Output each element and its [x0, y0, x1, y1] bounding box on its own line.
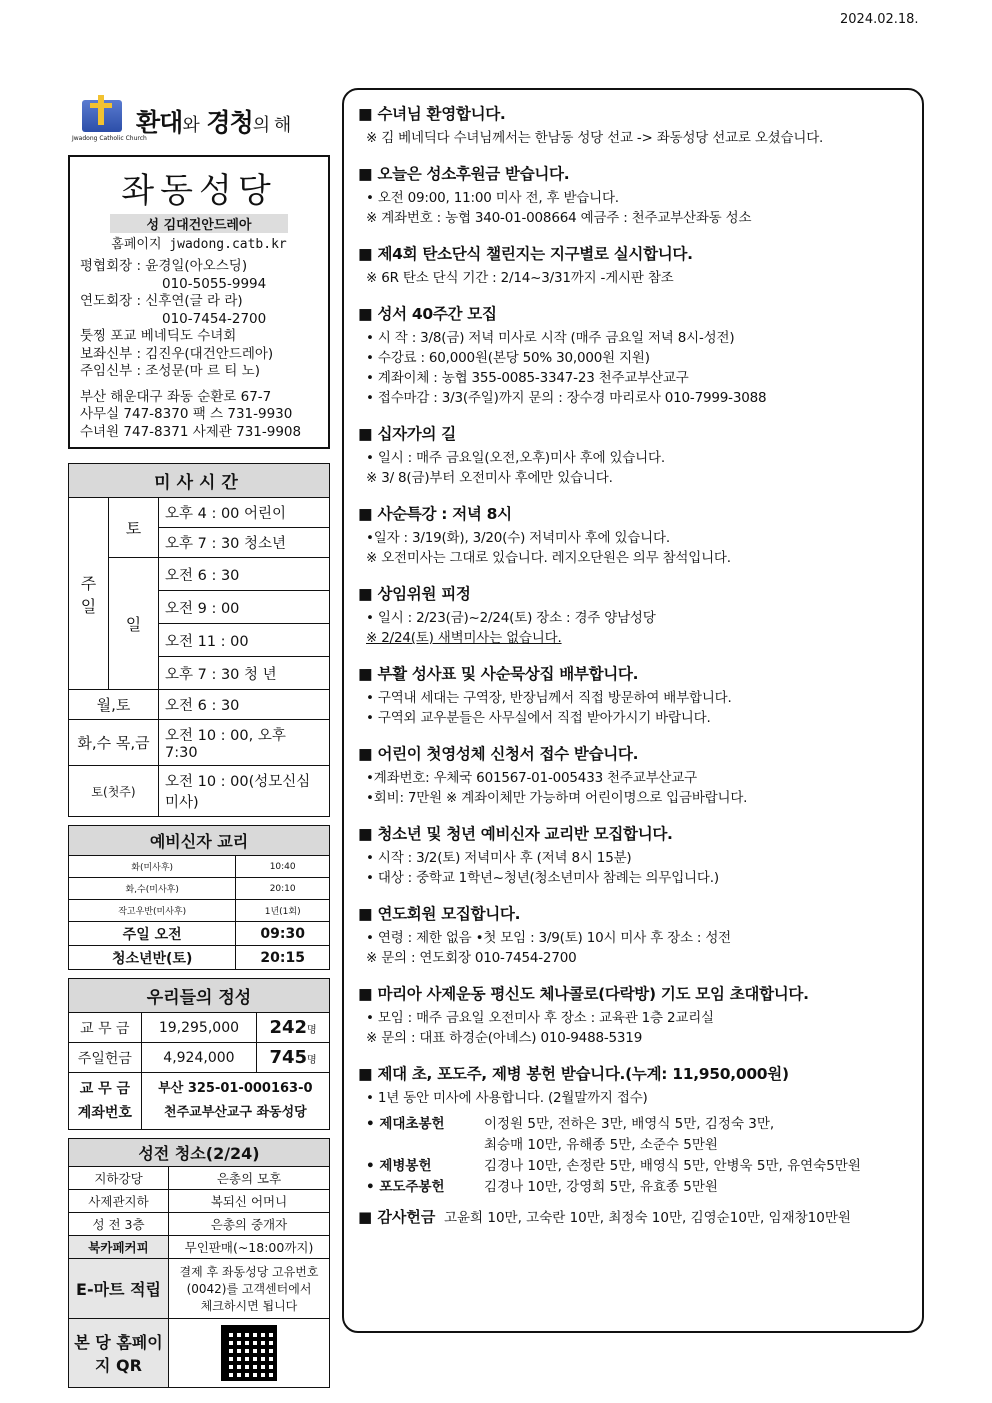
notice-section	[358, 982, 908, 1048]
notice-title: ■ 청소년 및 청년 예비신자 교리반 모집합니다.	[358, 825, 673, 843]
sunday-day-label: 일	[109, 558, 159, 690]
notice-line: • 구역내 세대는 구역장, 반장님께서 직접 방문하여 배부합니다.	[366, 690, 732, 706]
notice-title: ■ 상임위원 피정	[358, 585, 471, 603]
notice-line: ※ 계좌번호 : 농협 340-01-008664 예금주 : 천주교부산좌동 성소	[366, 210, 752, 226]
notice-section	[358, 302, 908, 408]
notice-section	[358, 662, 908, 728]
left-column	[68, 95, 330, 1388]
mass-title: 미사시간	[69, 464, 330, 498]
notice-section	[358, 242, 908, 288]
notice-title: ■ 십자가의 길	[358, 425, 456, 443]
sunday-label: 주일	[69, 498, 109, 690]
notice-section	[358, 742, 908, 808]
notice-line: • 구역외 교우분들은 사무실에서 직접 받아가시기 바랍니다.	[366, 710, 711, 726]
notice-line: • 연령 : 제한 없음 •첫 모임 : 3/9(토) 10시 미사 후 장소 : 성전	[366, 930, 732, 946]
motto-text: 환대와 경청의 해	[136, 108, 291, 137]
notices-panel	[342, 88, 924, 1333]
offering-table: 우리들의 정성 교 무 금 19,295,000 242명 주일헌금 4,924,000 745명 교 무 금 계좌번호 부산 325-01-000163-0 천주교부산교구 좌동성당	[68, 978, 330, 1130]
notice-line: • 일시 : 2/23(금)~2/24(토) 장소 : 경주 양남성당	[366, 610, 656, 626]
notice-line: • 접수마감 : 3/3(주일)까지 문의 : 장수경 마리로사 010-7999-3088	[366, 390, 767, 406]
homepage-url[interactable]: 홈페이지 jwadong.catb.kr	[111, 237, 287, 252]
notice-line: • 대상 : 중학교 1학년~청년(청소년미사 참례는 의무입니다.)	[366, 870, 719, 886]
notice-section	[358, 102, 908, 148]
patron-saint: 성 김대건안드레아	[110, 214, 288, 233]
notice-line: ※ 김 베네딕다 수녀님께서는 한남동 성당 선교 -> 좌동성당 선교로 오셨습니다.	[366, 130, 824, 146]
notice-line: •회비: 7만원 ※ 계좌이체만 가능하며 어린이명으로 입금바랍니다.	[366, 790, 748, 806]
notice-section	[358, 822, 908, 888]
notice-section	[358, 582, 908, 648]
church-address: 부산 해운대구 좌동 순환로 67-7 사무실 747-8370 팩 스 731-9930 수녀원 747-8371 사제관 731-9908	[80, 388, 302, 440]
notice-section	[358, 502, 908, 568]
notice-title: ■ 수녀님 환영합니다.	[358, 105, 506, 123]
saturday-label: 토	[109, 498, 159, 558]
notice-title: ■ 오늘은 성소후원금 받습니다.	[358, 165, 570, 183]
church-name: 좌동성당	[121, 171, 277, 211]
mass-schedule-table: 미사시간 주일 토 오후 4 : 00 어린이 오후 7 : 30 청소년 일 오전 6 : 30 오전 9 : 00 오전 11 : 00 오후 7 : 30 청 년 월,토 오전 6 : 30 화,수 목,금 오전 10 : 00, 오후 7:30 토(첫주) 오전 10 : 00(성모신심미사)	[68, 463, 330, 817]
notice-title: ■ 연도회원 모집합니다.	[358, 905, 521, 923]
staff-list: 평협회장 : 윤경일(아오스딩) 010-5055-9994 연도회장 : 신후연(글 라 라) 010-7454-2700 툿찡 포교 베네딕도 수녀회 보좌신부 : 김진우(대건안드레아) 주임신부 : 조성문(마 르 티 노)	[80, 258, 274, 379]
qr-code-icon[interactable]	[221, 1325, 277, 1381]
donation-section: ■ 제대 초, 포도주, 제병 봉헌 받습니다.(누계: 11,950,000원) • 1년 동안 미사에 사용합니다. (2월말까지 접수) • 제대초봉헌 이정원 5만, 전하은 3만, 배영식 5만, 김정숙 3만, 최승매 10만, 유해종 5만, 소준수 5만원 • 제병봉헌 김경나 10만, 손정란 5만, 배영식 5만, 안병욱 5만, 유연숙5만원 • 포도주봉헌 김경나 10만, 강영희 5만, 유효종 5만원 ■ 감사헌금 고윤희 10만, 고숙란 10만, 최정숙 10만, 김영순10만, 임재창10만원	[358, 1065, 861, 1226]
notice-title: ■ 성서 40주간 모집	[358, 305, 497, 323]
notice-line: • 수강료 : 60,000원(본당 50% 30,000원 지원)	[366, 350, 650, 366]
notice-title: ■ 마리아 사제운동 평신도 체나콜로(다락방) 기도 모임 초대합니다.	[358, 985, 809, 1003]
notice-line: ※ 6R 탄소 단식 기간 : 2/14~3/31까지 -게시판 참조	[366, 270, 674, 286]
notice-section	[358, 422, 908, 488]
cleaning-table: 성전 청소(2/24) 지하강당 은총의 모후 사제관지하 복되신 어머니 성 전 3층 은총의 중개자 북카페커피 무인판매(~18:00까지) E-마트 적립 결제 후 좌동성당 고유번호(0042)를 고객센터에서 체크하시면 됩니다 본 당 홈페이지 QR	[68, 1138, 330, 1388]
notice-title: ■ 어린이 첫영성체 신청서 접수 받습니다.	[358, 745, 639, 763]
notice-title: ■ 부활 성사표 및 사순묵상집 배부합니다.	[358, 665, 639, 683]
notice-section	[358, 162, 908, 228]
church-info-box	[68, 155, 330, 449]
notice-line: • 시 작 : 3/8(금) 저녁 미사로 시작 (매주 금요일 저녁 8시-성전)	[366, 330, 735, 346]
notice-line: ※ 2/24(토) 새벽미사는 없습니다.	[366, 630, 562, 646]
notice-title: ■ 제4회 탄소단식 챌린지는 지구별로 실시합니다.	[358, 245, 693, 263]
year-motto	[68, 95, 330, 147]
notice-line: •계좌번호: 우체국 601567-01-005433 천주교부산교구	[366, 770, 697, 786]
notice-line: • 모임 : 매주 금요일 오전미사 후 장소 : 교육관 1층 2교리실	[366, 1010, 714, 1026]
catechism-table: 예비신자 교리 화(미사후) 10:40 화,수(미사후) 20:10 작고우반(미사후) 1년(1회) 주일 오전 09:30 청소년반(토) 20:15	[68, 825, 330, 970]
notice-line: • 계좌이체 : 농협 355-0085-3347-23 천주교부산교구	[366, 370, 689, 386]
notice-line: • 일시 : 매주 금요일(오전,오후)미사 후에 있습니다.	[366, 450, 665, 466]
notice-line: ※ 오전미사는 그대로 있습니다. 레지오단원은 의무 참석입니다.	[366, 550, 731, 566]
notice-title: ■ 사순특강 : 저녁 8시	[358, 505, 512, 523]
notice-line: • 오전 09:00, 11:00 미사 전, 후 받습니다.	[366, 190, 619, 206]
notice-line: ※ 3/ 8(금)부터 오전미사 후에만 있습니다.	[366, 470, 613, 486]
notice-line: • 시작 : 3/2(토) 저녁미사 후 (저녁 8시 15분)	[366, 850, 632, 866]
notice-section	[358, 902, 908, 968]
notice-line: ※ 문의 : 연도회장 010-7454-2700	[366, 950, 577, 966]
church-logo-icon: Jwadong Catholic Church	[68, 95, 136, 147]
notice-line: ※ 문의 : 대표 하경순(아녜스) 010-9488-5319	[366, 1030, 643, 1046]
notice-line: •일자 : 3/19(화), 3/20(수) 저녁미사 후에 있습니다.	[366, 530, 670, 546]
bulletin-date: 2024.02.18.	[840, 12, 919, 27]
